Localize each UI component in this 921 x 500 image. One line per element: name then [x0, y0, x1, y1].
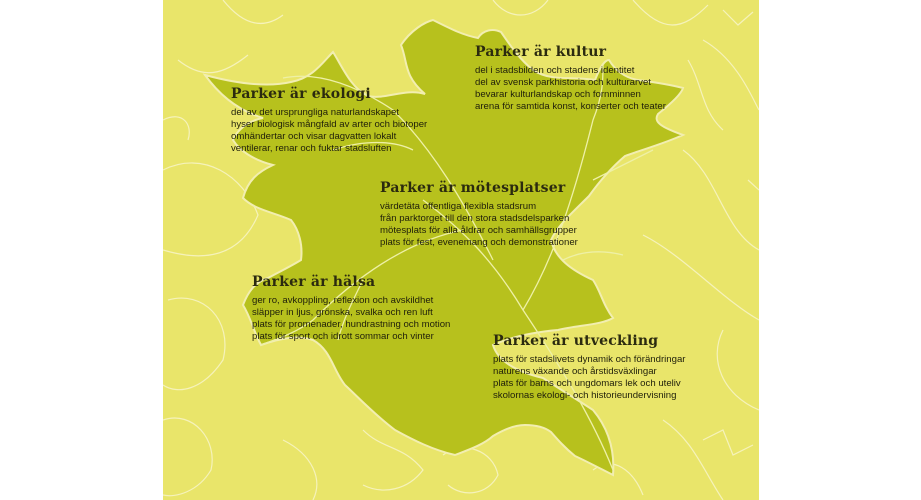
section-ekologi-title: Parker är ekologi — [231, 86, 371, 102]
section-motesplatser — [380, 180, 578, 249]
section-utveckling — [493, 333, 686, 402]
list-item: släpper in ljus, grönska, svalka och ren luft — [252, 307, 433, 318]
section-halsa-title: Parker är hälsa — [252, 274, 376, 290]
section-motesplatser-list — [380, 201, 578, 249]
list-item: del av det ursprungliga naturlandskapet — [231, 107, 400, 118]
leaf-illustration — [163, 0, 759, 500]
list-item: bevarar kulturlandskap och fornminnen — [475, 89, 641, 100]
list-item: plats för sport och idrott sommar och vinter — [252, 331, 434, 342]
section-ekologi — [231, 86, 427, 155]
list-item: naturens växande och årstidsväxlingar — [493, 366, 657, 377]
list-item: mötesplats för alla åldrar och samhällsgrupper — [380, 225, 577, 236]
list-item: från parktorget till den stora stadsdelsparken — [380, 213, 570, 224]
list-item: värdetäta offentliga flexibla stadsrum — [380, 201, 537, 212]
list-item: skolornas ekologi- och historieundervisning — [493, 390, 677, 401]
illustration-panel — [163, 0, 759, 500]
list-item: ventilerar, renar och fuktar stadsluften — [231, 143, 392, 154]
list-item: ger ro, avkoppling, reflexion och avskildhet — [252, 295, 434, 306]
section-kultur-title: Parker är kultur — [475, 44, 607, 60]
list-item: plats för stadslivets dynamik och förändringar — [493, 354, 686, 365]
section-kultur — [475, 44, 666, 113]
list-item: arena för samtida konst, konserter och teater — [475, 101, 666, 112]
list-item: del i stadsbilden och stadens identitet — [475, 65, 635, 76]
section-utveckling-list — [493, 354, 686, 402]
section-halsa — [252, 274, 450, 343]
section-halsa-list — [252, 295, 450, 343]
list-item: plats för fest, evenemang och demonstrationer — [380, 237, 578, 248]
section-kultur-list — [475, 65, 666, 113]
list-item: del av svensk parkhistoria och kulturarvet — [475, 77, 651, 88]
list-item: hyser biologisk mångfald av arter och biotoper — [231, 119, 428, 130]
list-item: plats för promenader, hundrastning och motion — [252, 319, 451, 330]
section-motesplatser-title: Parker är mötesplatser — [380, 180, 566, 196]
list-item: omhändertar och visar dagvatten lokalt — [231, 131, 397, 142]
section-ekologi-list — [231, 107, 427, 155]
list-item: plats för barns och ungdomars lek och uteliv — [493, 378, 681, 389]
section-utveckling-title: Parker är utveckling — [493, 333, 659, 349]
